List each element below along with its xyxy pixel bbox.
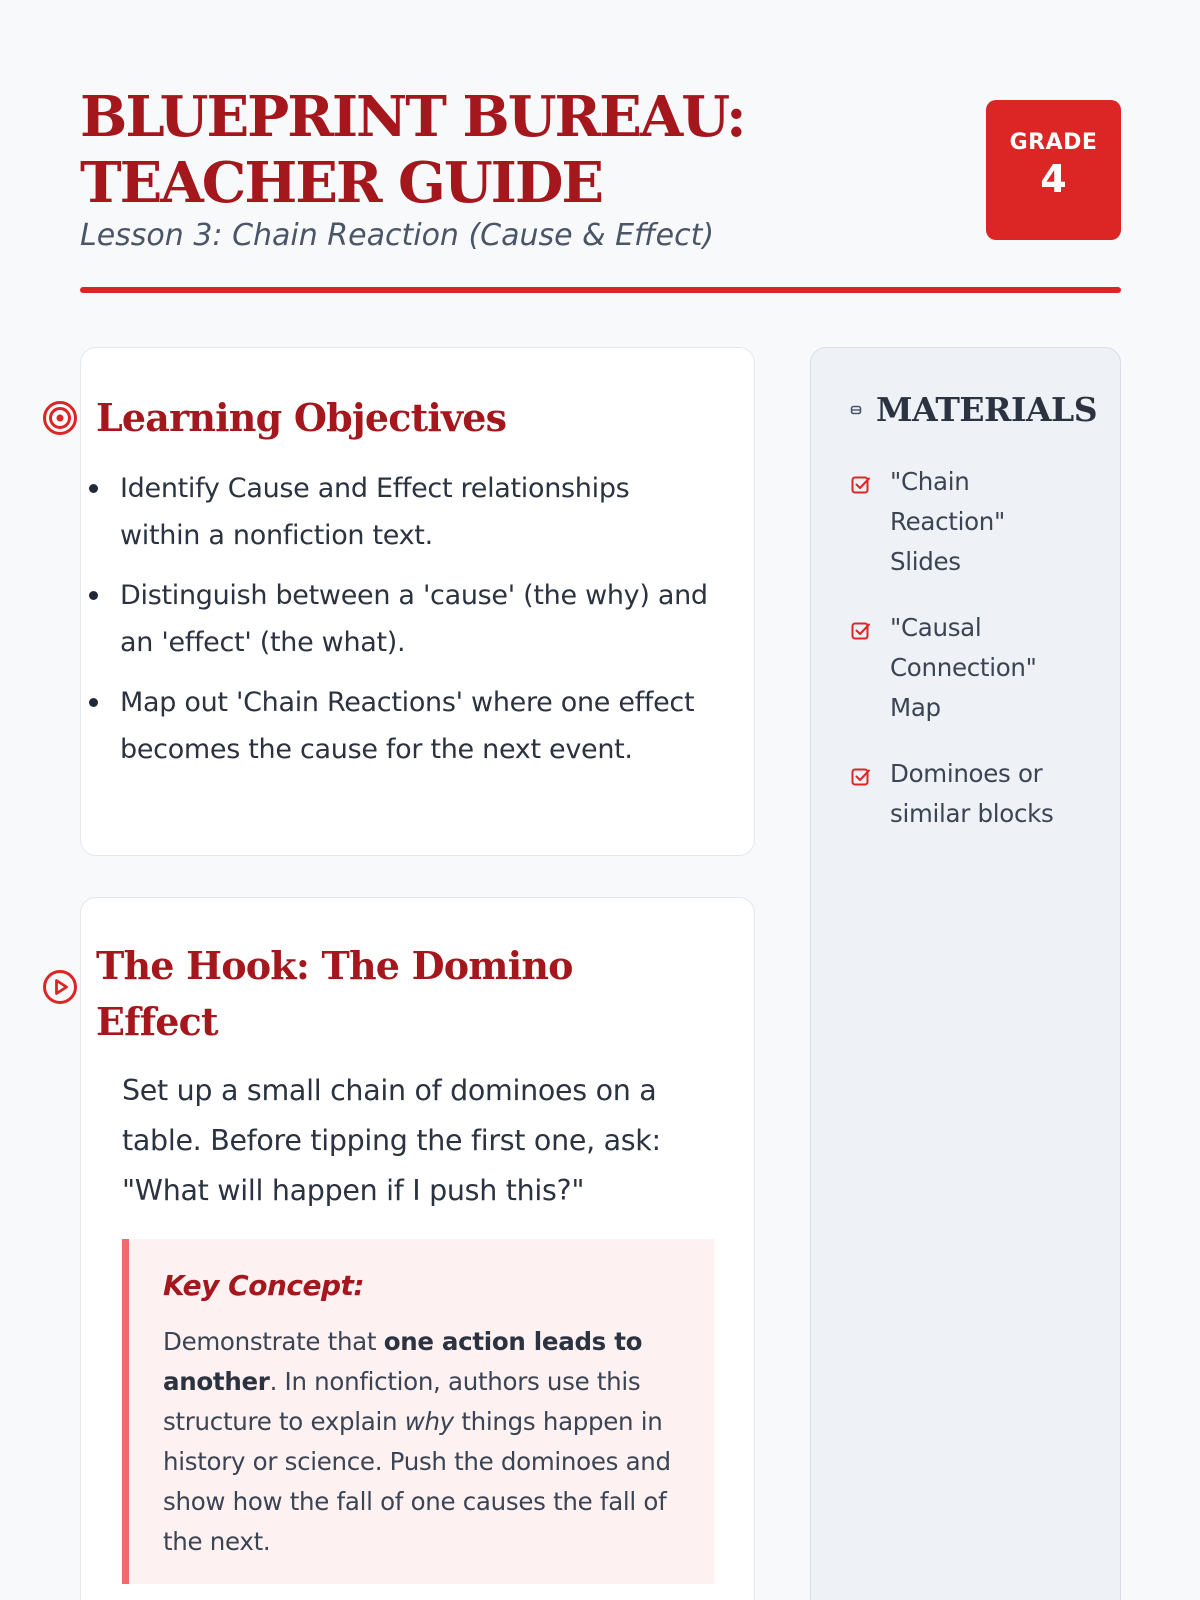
checkbox-checked-icon [850, 620, 872, 642]
material-item [850, 608, 1090, 728]
hook-description: Set up a small chain of dominoes on a table. Before tipping the first one, ask: "What will happen if I push this?" [122, 1074, 661, 1207]
checkbox-checked-icon [850, 474, 872, 496]
material-item [850, 462, 1090, 582]
concept-text-part: things happen in history or science. Push the dominoes and show how the fall of one causes the fall of the next. [163, 1407, 671, 1556]
material-item [850, 754, 1090, 834]
page-subtitle: Lesson 3: Chain Reaction (Cause & Effect) [80, 218, 715, 253]
materials-list [850, 462, 1090, 860]
page-header [80, 84, 1120, 256]
concept-text-part: . In nonfiction, authors use this structure to explain [163, 1367, 641, 1436]
key-concept-title: Key Concept: [163, 1269, 365, 1302]
objective-item: Distinguish between a 'cause' (the why) and an 'effect' (the what). [120, 572, 710, 666]
key-concept-callout [122, 1239, 714, 1584]
play-circle-icon [42, 969, 78, 1005]
box-icon [850, 404, 862, 416]
checkbox-checked-icon [850, 766, 872, 788]
material-label: "Chain Reaction" Slides [890, 467, 1005, 576]
objectives-heading [42, 390, 506, 446]
concept-text-part: Demonstrate that [163, 1327, 384, 1356]
hook-heading [42, 938, 602, 1050]
objective-item: Map out 'Chain Reactions' where one effect becomes the cause for the next event. [120, 679, 710, 773]
material-label: Dominoes or similar blocks [890, 759, 1054, 828]
key-concept-text [163, 1322, 683, 1562]
objectives-heading-text: Learning Objectives [96, 395, 507, 440]
page-title: BLUEPRINT BUREAU: TEACHER GUIDE [80, 84, 745, 216]
grade-value: 4 [1040, 157, 1067, 201]
grade-label: GRADE [1009, 130, 1098, 155]
target-icon [42, 400, 78, 436]
objectives-list [120, 465, 710, 786]
materials-heading-text: MATERIALS [876, 390, 1098, 429]
material-label: "Causal Connection" Map [890, 613, 1037, 722]
concept-text-bold: one action leads to another [163, 1327, 643, 1396]
materials-heading [850, 390, 1097, 429]
header-divider [80, 287, 1121, 293]
concept-text-emphasis: why [404, 1407, 454, 1436]
grade-badge [986, 100, 1121, 240]
hook-heading-text: The Hook: The Domino Effect [96, 943, 573, 1044]
objective-item: Identify Cause and Effect relationships within a nonfiction text. [120, 465, 710, 559]
